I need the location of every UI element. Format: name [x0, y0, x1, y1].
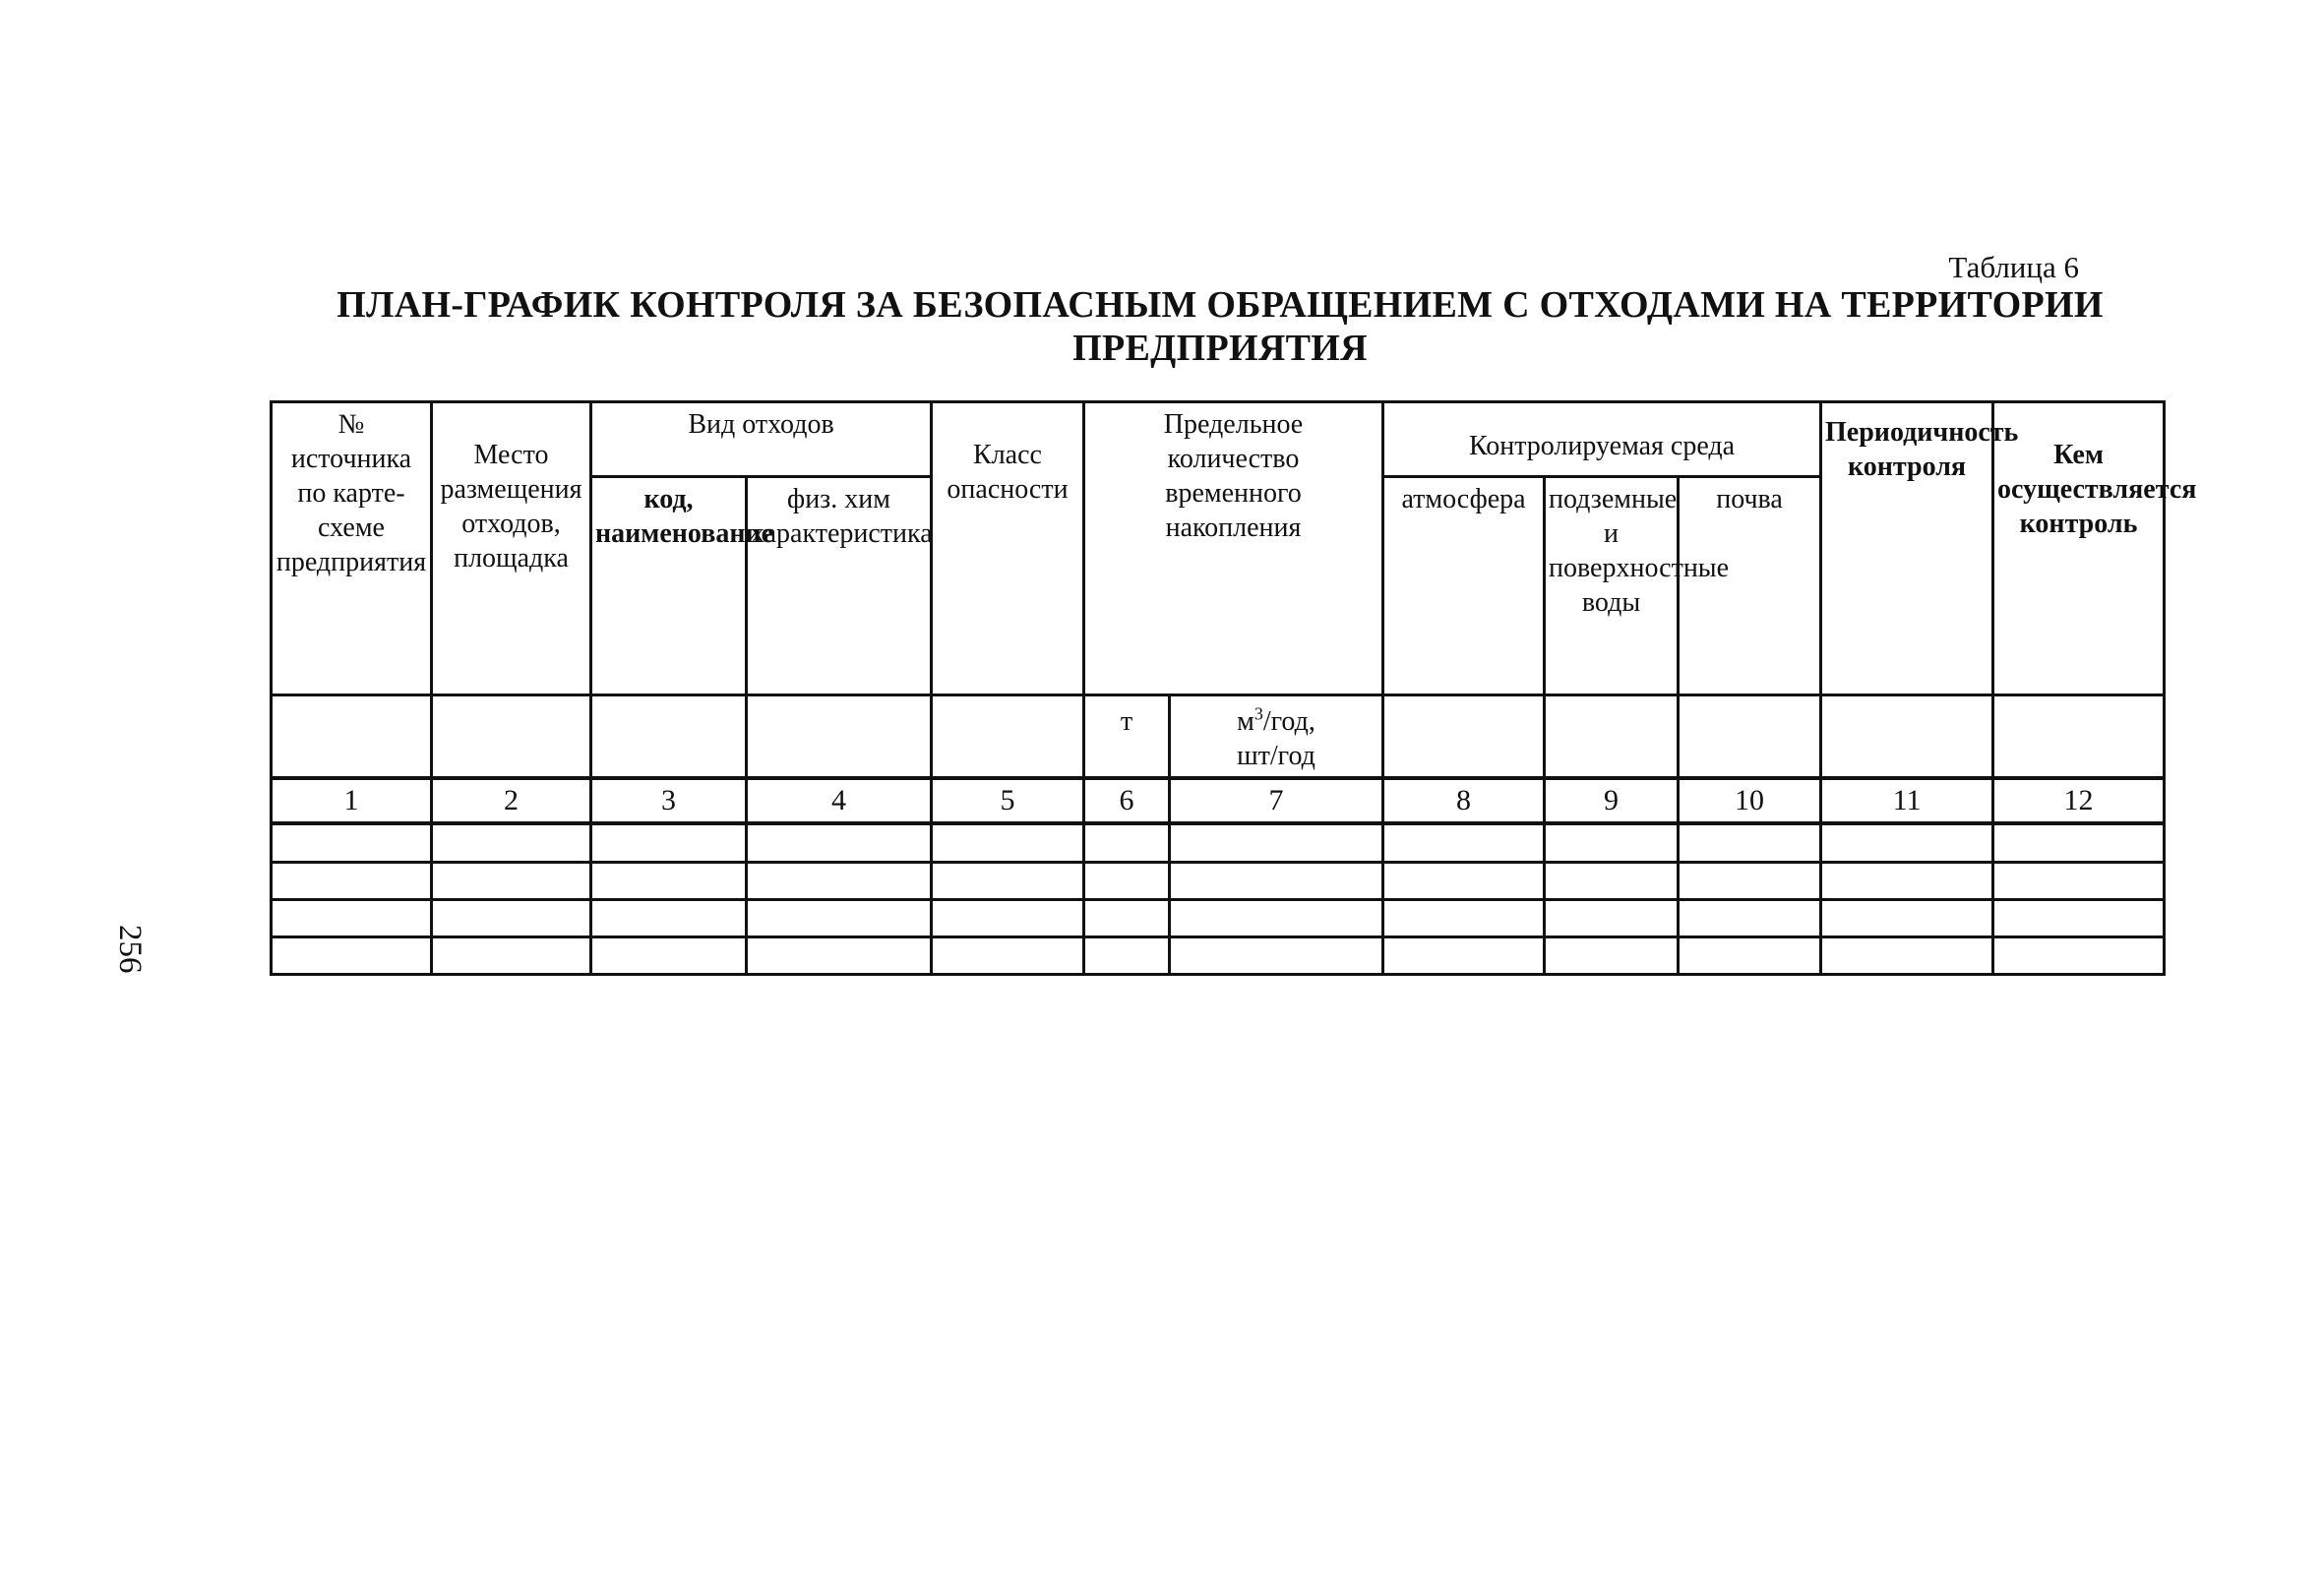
header-periodicity: Периодичность контроля: [1821, 402, 1993, 695]
empty-cell: [1170, 937, 1383, 975]
empty-cell: [1993, 823, 2165, 863]
control-schedule-table: [270, 400, 2197, 976]
column-number: 4: [747, 778, 932, 823]
empty-cell: [1170, 823, 1383, 863]
column-number: 1: [272, 778, 432, 823]
empty-cell: [747, 937, 932, 975]
empty-cell: [1821, 900, 1993, 937]
empty-cell: [932, 823, 1084, 863]
page-number: 256: [112, 925, 148, 974]
header-controlled-environment: Контролируемая среда: [1383, 402, 1821, 477]
header-code-name: код, наименование: [591, 477, 747, 695]
header-source-no: № источника по карте-схеме предприятия: [272, 402, 432, 695]
empty-cell: [932, 937, 1084, 975]
column-number: 5: [932, 778, 1084, 823]
empty-cell: [1084, 863, 1170, 900]
empty-cell: [272, 823, 432, 863]
empty-cell: [272, 900, 432, 937]
empty-cell: [591, 863, 747, 900]
header-limit-amount: Предельное количество временного накопления: [1084, 402, 1383, 695]
empty-cell: [1821, 863, 1993, 900]
column-number: 10: [1679, 778, 1821, 823]
column-number: 9: [1545, 778, 1679, 823]
empty-cell: [1679, 823, 1821, 863]
empty-cell: [591, 937, 747, 975]
empty-cell: [1170, 863, 1383, 900]
empty-cell: [1084, 823, 1170, 863]
table-label: Таблица 6: [1948, 250, 2079, 284]
empty-cell: [591, 900, 747, 937]
empty-cell: [272, 863, 432, 900]
unit-cell: [272, 695, 432, 778]
empty-cell: [1821, 823, 1993, 863]
header-responsible: Кем осуществляется контроль: [1993, 402, 2165, 695]
column-number: 6: [1084, 778, 1170, 823]
header-hazard-class: Класс опасности: [932, 402, 1084, 695]
empty-cell: [747, 900, 932, 937]
unit-cell: [747, 695, 932, 778]
empty-cell: [932, 863, 1084, 900]
empty-cell: [1170, 900, 1383, 937]
table-row: [272, 937, 2165, 975]
empty-cell: [1679, 900, 1821, 937]
unit-cell: [432, 695, 591, 778]
empty-cell: [272, 937, 432, 975]
unit-tonnes: т: [1084, 695, 1170, 778]
empty-cell: [1545, 823, 1679, 863]
page-title: ПЛАН-ГРАФИК КОНТРОЛЯ ЗА БЕЗОПАСНЫМ ОБРАЩЕНИЕМ С ОТХОДАМИ НА ТЕРРИТОРИИ ПРЕДПРИЯТИЯ: [336, 284, 2104, 369]
empty-cell: [1084, 937, 1170, 975]
column-number: 7: [1170, 778, 1383, 823]
unit-cell: [1821, 695, 1993, 778]
empty-cell: [1383, 900, 1545, 937]
unit-cell: [1545, 695, 1679, 778]
header-soil: почва: [1679, 477, 1821, 695]
unit-cell: [591, 695, 747, 778]
empty-cell: [432, 900, 591, 937]
empty-cell: [1679, 863, 1821, 900]
table-row: [272, 900, 2165, 937]
unit-cell: [1383, 695, 1545, 778]
header-water: подземные и поверхностные воды: [1545, 477, 1679, 695]
unit-cell: [1993, 695, 2165, 778]
empty-cell: [1545, 937, 1679, 975]
empty-cell: [1993, 863, 2165, 900]
empty-cell: [747, 823, 932, 863]
empty-cell: [1993, 937, 2165, 975]
table-row: [272, 823, 2165, 863]
header-phys-chem: физ. хим характеристика: [747, 477, 932, 695]
unit-volume-pieces: $м^3$/год, шт/год: [1170, 695, 1383, 778]
column-number: 8: [1383, 778, 1545, 823]
empty-cell: [1383, 937, 1545, 975]
empty-cell: [747, 863, 932, 900]
empty-cell: [1993, 900, 2165, 937]
header-location: Место размещения отходов, площадка: [432, 402, 591, 695]
column-number: 11: [1821, 778, 1993, 823]
empty-cell: [432, 863, 591, 900]
header-atmosphere: атмосфера: [1383, 477, 1545, 695]
empty-cell: [1084, 900, 1170, 937]
unit-cell: [1679, 695, 1821, 778]
empty-cell: [591, 823, 747, 863]
empty-cell: [1383, 823, 1545, 863]
empty-cell: [1545, 900, 1679, 937]
column-number: 12: [1993, 778, 2165, 823]
empty-cell: [1383, 863, 1545, 900]
empty-cell: [432, 823, 591, 863]
column-number: 3: [591, 778, 747, 823]
empty-cell: [1545, 863, 1679, 900]
empty-cell: [932, 900, 1084, 937]
empty-cell: [1679, 937, 1821, 975]
unit-cell: [932, 695, 1084, 778]
empty-cell: [432, 937, 591, 975]
header-waste-type: Вид отходов: [591, 402, 932, 477]
empty-cell: [1821, 937, 1993, 975]
table-row: [272, 863, 2165, 900]
column-number: 2: [432, 778, 591, 823]
